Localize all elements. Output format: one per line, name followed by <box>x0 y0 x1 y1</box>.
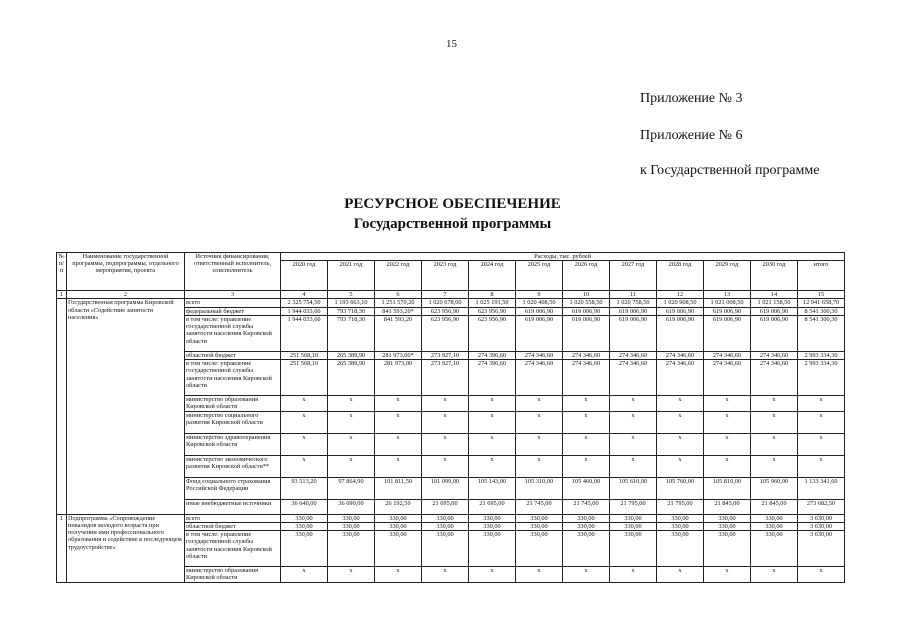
year-value-cell: 274 346,60 <box>751 351 798 359</box>
year-value-cell: x <box>610 567 657 582</box>
year-value-cell: 330,00 <box>751 522 798 530</box>
year-value-cell: 101 099,00 <box>422 477 469 499</box>
year-value-cell: 105 760,00 <box>657 477 704 499</box>
year-value-cell: 619 006,90 <box>751 307 798 315</box>
total-cell: 3 630,00 <box>798 514 845 522</box>
year-value-cell: 21 695,00 <box>422 499 469 514</box>
year-value-cell: 273 927,10 <box>422 360 469 396</box>
year-value-cell: x <box>704 567 751 582</box>
year-value-cell: x <box>516 433 563 455</box>
funding-source: министерство образования Кировской области <box>185 396 281 411</box>
year-value-cell: x <box>704 433 751 455</box>
year-value-cell: 330,00 <box>516 522 563 530</box>
year-value-cell: x <box>469 411 516 433</box>
year-value-cell: 274 346,60 <box>704 351 751 359</box>
year-value-cell: 274 396,60 <box>469 351 516 359</box>
funding-source: в том числе: управление государственной службы занятости населения Кировской области <box>185 360 281 396</box>
year-value-cell: 21 745,00 <box>563 499 610 514</box>
column-index-cell: 1 <box>57 291 67 299</box>
program-number <box>57 299 67 514</box>
year-value-cell: 265 389,90 <box>328 351 375 359</box>
year-value-cell: 21 795,00 <box>610 499 657 514</box>
year-value-cell: x <box>469 396 516 411</box>
total-cell: 2 993 334,30 <box>798 360 845 396</box>
header-year: 2028 год <box>657 261 704 291</box>
year-value-cell: 21 695,00 <box>469 499 516 514</box>
appendix-line-3: к Государственной программе <box>640 163 820 178</box>
year-value-cell: x <box>563 411 610 433</box>
year-value-cell: x <box>422 433 469 455</box>
column-index-cell: 2 <box>67 291 185 299</box>
funding-source: иные внебюджетные источники <box>185 499 281 514</box>
year-value-cell: 105 143,00 <box>469 477 516 499</box>
funding-source: всего <box>185 299 281 307</box>
year-value-cell: 36 640,00 <box>281 499 328 514</box>
year-value-cell: x <box>469 455 516 477</box>
header-year: 2023 год <box>422 261 469 291</box>
year-value-cell: 273 927,10 <box>422 351 469 359</box>
year-value-cell: 105 460,00 <box>563 477 610 499</box>
year-value-cell: 1 020 558,50 <box>563 299 610 307</box>
year-value-cell: 793 718,30 <box>328 307 375 315</box>
header-year: 2027 год <box>610 261 657 291</box>
year-value-cell: x <box>516 396 563 411</box>
year-value-cell: x <box>751 396 798 411</box>
year-value-cell: 330,00 <box>469 531 516 567</box>
year-value-cell: 330,00 <box>469 522 516 530</box>
header-year: 2026 год <box>563 261 610 291</box>
header-name: Наименование государственной программы, подпрограммы, отдельного мероприятия, проекта <box>67 253 185 291</box>
appendix-line-2: Приложение № 6 <box>640 128 743 143</box>
year-value-cell: x <box>657 567 704 582</box>
year-value-cell: 26 192,50 <box>375 499 422 514</box>
total-cell: x <box>798 433 845 455</box>
year-value-cell: 1 020 908,50 <box>657 299 704 307</box>
year-value-cell: 619 006,90 <box>704 315 751 351</box>
column-index-row <box>57 291 845 299</box>
column-index-cell: 11 <box>610 291 657 299</box>
year-value-cell: 251 568,10 <box>281 351 328 359</box>
column-index-cell: 6 <box>375 291 422 299</box>
header-year: 2024 год <box>469 261 516 291</box>
year-value-cell: x <box>328 411 375 433</box>
program-number: 1 <box>57 514 67 582</box>
year-value-cell: 1 193 663,10 <box>328 299 375 307</box>
year-value-cell: x <box>281 411 328 433</box>
year-value-cell: x <box>281 567 328 582</box>
year-value-cell: 274 346,60 <box>516 351 563 359</box>
year-value-cell: x <box>375 455 422 477</box>
year-value-cell: x <box>375 411 422 433</box>
year-value-cell: 1 020 678,00 <box>422 299 469 307</box>
year-value-cell: x <box>610 433 657 455</box>
year-value-cell: 619 006,90 <box>563 315 610 351</box>
table-row <box>57 514 845 522</box>
total-cell: x <box>798 396 845 411</box>
funding-source: всего <box>185 514 281 522</box>
year-value-cell: 330,00 <box>281 522 328 530</box>
header-year: 2029 год <box>704 261 751 291</box>
year-value-cell: x <box>516 567 563 582</box>
column-index-cell: 10 <box>563 291 610 299</box>
year-value-cell: 330,00 <box>375 531 422 567</box>
year-value-cell: 1 020 408,50 <box>516 299 563 307</box>
funding-source: министерство здравоохранения Кировской области <box>185 433 281 455</box>
year-value-cell: 330,00 <box>469 514 516 522</box>
year-value-cell: 105 960,00 <box>751 477 798 499</box>
resource-table <box>56 252 845 583</box>
funding-source: федеральный бюджет <box>185 307 281 315</box>
column-index-cell: 15 <box>798 291 845 299</box>
year-value-cell: x <box>375 396 422 411</box>
year-value-cell: x <box>751 567 798 582</box>
year-value-cell: x <box>563 433 610 455</box>
year-value-cell: 330,00 <box>704 514 751 522</box>
year-value-cell: x <box>328 396 375 411</box>
year-value-cell: 21 845,00 <box>704 499 751 514</box>
year-value-cell: 619 006,90 <box>657 307 704 315</box>
year-value-cell: 330,00 <box>610 522 657 530</box>
year-value-cell: 21 795,00 <box>657 499 704 514</box>
year-value-cell: 330,00 <box>328 514 375 522</box>
year-value-cell: 330,00 <box>657 531 704 567</box>
year-value-cell: 330,00 <box>422 531 469 567</box>
year-value-cell: x <box>516 411 563 433</box>
year-value-cell: x <box>375 567 422 582</box>
year-value-cell: x <box>516 455 563 477</box>
year-value-cell: x <box>281 455 328 477</box>
year-value-cell: x <box>704 396 751 411</box>
column-index-cell: 13 <box>704 291 751 299</box>
page-number: 15 <box>446 38 457 50</box>
year-value-cell: x <box>563 455 610 477</box>
header-year: 2030 год <box>751 261 798 291</box>
year-value-cell: 105 310,00 <box>516 477 563 499</box>
header-expenses: Расходы, тыс. рублей <box>281 253 845 261</box>
year-value-cell: 330,00 <box>516 514 563 522</box>
program-name: Подпрограмма «Сопровождение инвалидов молодого возраста при получении ими профессионального образования и содействие в последующем трудоустройстве» <box>67 514 185 582</box>
year-value-cell: 274 346,60 <box>751 360 798 396</box>
year-value-cell: x <box>328 567 375 582</box>
year-value-cell: x <box>704 411 751 433</box>
year-value-cell: 105 810,00 <box>704 477 751 499</box>
year-value-cell: 265 389,90 <box>328 360 375 396</box>
funding-source: в том числе: управление государственной службы занятости населения Кировской области <box>185 531 281 567</box>
year-value-cell: 330,00 <box>328 522 375 530</box>
year-value-cell: 619 006,90 <box>610 315 657 351</box>
year-value-cell: x <box>281 433 328 455</box>
year-value-cell: x <box>422 396 469 411</box>
header-year: 2022 год <box>375 261 422 291</box>
document-subtitle: Государственной программы <box>353 216 552 232</box>
total-cell: x <box>798 455 845 477</box>
year-value-cell: x <box>751 433 798 455</box>
column-index-cell: 7 <box>422 291 469 299</box>
year-value-cell: x <box>281 396 328 411</box>
year-value-cell: 274 346,60 <box>516 360 563 396</box>
column-index-cell: 8 <box>469 291 516 299</box>
year-value-cell: 21 845,00 <box>751 499 798 514</box>
document-title: РЕСУРСНОЕ ОБЕСПЕЧЕНИЕ <box>344 196 561 212</box>
year-value-cell: x <box>657 455 704 477</box>
column-index-cell: 9 <box>516 291 563 299</box>
year-value-cell: x <box>422 567 469 582</box>
year-value-cell: 330,00 <box>610 514 657 522</box>
year-value-cell: 330,00 <box>281 514 328 522</box>
header-year: 2020 год <box>281 261 328 291</box>
year-value-cell: 619 006,90 <box>704 307 751 315</box>
column-index-cell: 14 <box>751 291 798 299</box>
year-value-cell: 274 346,60 <box>704 360 751 396</box>
year-value-cell: x <box>610 396 657 411</box>
table-row <box>57 299 845 307</box>
year-value-cell: 623 956,90 <box>469 307 516 315</box>
year-value-cell: x <box>563 567 610 582</box>
year-value-cell: 619 006,90 <box>610 307 657 315</box>
total-cell: 3 630,00 <box>798 522 845 530</box>
year-value-cell: x <box>751 411 798 433</box>
year-value-cell: 1 251 570,20 <box>375 299 422 307</box>
year-value-cell: 841 593,20* <box>375 307 422 315</box>
appendix-line-1: Приложение № 3 <box>640 91 743 106</box>
total-cell: 12 941 658,70 <box>798 299 845 307</box>
year-value-cell: x <box>422 411 469 433</box>
column-index-cell: 12 <box>657 291 704 299</box>
year-value-cell: 274 346,60 <box>610 360 657 396</box>
year-value-cell: 281 973,00 <box>375 360 422 396</box>
year-value-cell: 101 811,50 <box>375 477 422 499</box>
program-name: Государственная программа Кировской области «Содействие занятости населения» <box>67 299 185 514</box>
header-source: Источник финансирования, ответственный исполнитель, соисполнитель <box>185 253 281 291</box>
year-value-cell: x <box>657 411 704 433</box>
year-value-cell: 330,00 <box>516 531 563 567</box>
funding-source: областной бюджет <box>185 522 281 530</box>
year-value-cell: 1 020 758,50 <box>610 299 657 307</box>
year-value-cell: 619 006,90 <box>516 315 563 351</box>
year-value-cell: 330,00 <box>657 514 704 522</box>
year-value-cell: 105 610,00 <box>610 477 657 499</box>
year-value-cell: 1 944 033,60 <box>281 307 328 315</box>
year-value-cell: x <box>751 455 798 477</box>
year-value-cell: 330,00 <box>704 531 751 567</box>
year-value-cell: 1 025 191,50 <box>469 299 516 307</box>
year-value-cell: 1 021 008,50 <box>704 299 751 307</box>
funding-source: министерство образования Кировской области <box>185 567 281 582</box>
year-value-cell: 330,00 <box>751 514 798 522</box>
year-value-cell: 330,00 <box>422 514 469 522</box>
year-value-cell: 1 021 158,50 <box>751 299 798 307</box>
year-value-cell: x <box>657 433 704 455</box>
year-value-cell: x <box>469 567 516 582</box>
year-value-cell: 274 346,60 <box>657 351 704 359</box>
year-value-cell: x <box>610 455 657 477</box>
year-value-cell: 36 690,00 <box>328 499 375 514</box>
year-value-cell: x <box>657 396 704 411</box>
year-value-cell: 619 006,90 <box>516 307 563 315</box>
total-cell: 1 133 341,60 <box>798 477 845 499</box>
year-value-cell: 2 325 754,50 <box>281 299 328 307</box>
column-index-cell: 3 <box>185 291 281 299</box>
year-value-cell: 841 593,20 <box>375 315 422 351</box>
funding-source: министерство социального развития Кировской области <box>185 411 281 433</box>
total-cell: 8 541 300,30 <box>798 307 845 315</box>
year-value-cell: 330,00 <box>563 514 610 522</box>
header-total: итого <box>798 261 845 291</box>
year-value-cell: 619 006,90 <box>563 307 610 315</box>
year-value-cell: 274 346,60 <box>610 351 657 359</box>
header-num: № п/п <box>57 253 67 291</box>
year-value-cell: x <box>704 455 751 477</box>
year-value-cell: x <box>610 411 657 433</box>
year-value-cell: x <box>563 396 610 411</box>
year-value-cell: 619 006,90 <box>657 315 704 351</box>
total-cell: 3 630,00 <box>798 531 845 567</box>
year-value-cell: x <box>422 455 469 477</box>
year-value-cell: 330,00 <box>281 531 328 567</box>
year-value-cell: 274 396,60 <box>469 360 516 396</box>
total-cell: 273 682,50 <box>798 499 845 514</box>
year-value-cell: 330,00 <box>610 531 657 567</box>
total-cell: x <box>798 567 845 582</box>
year-value-cell: 274 346,60 <box>563 351 610 359</box>
year-value-cell: x <box>328 433 375 455</box>
funding-source: в том числе: управление государственной службы занятости населения Кировской области <box>185 315 281 351</box>
year-value-cell: 330,00 <box>657 522 704 530</box>
header-year: 2025 год <box>516 261 563 291</box>
year-value-cell: 274 346,60 <box>563 360 610 396</box>
year-value-cell: 330,00 <box>375 522 422 530</box>
year-value-cell: 793 718,30 <box>328 315 375 351</box>
total-cell: 8 541 300,30 <box>798 315 845 351</box>
funding-source: министерство экономического развития Кировской области** <box>185 455 281 477</box>
funding-source: Фонд социального страхования Российской Федерации <box>185 477 281 499</box>
year-value-cell: 330,00 <box>563 531 610 567</box>
year-value-cell: 1 944 033,60 <box>281 315 328 351</box>
total-cell: 2 993 334,30 <box>798 351 845 359</box>
year-value-cell: 330,00 <box>563 522 610 530</box>
header-year: 2021 год <box>328 261 375 291</box>
year-value-cell: 623 956,90 <box>469 315 516 351</box>
column-index-cell: 4 <box>281 291 328 299</box>
year-value-cell: 21 745,00 <box>516 499 563 514</box>
year-value-cell: 330,00 <box>751 531 798 567</box>
year-value-cell: 619 006,90 <box>751 315 798 351</box>
column-index-cell: 5 <box>328 291 375 299</box>
funding-source: областной бюджет <box>185 351 281 359</box>
year-value-cell: 93 513,20 <box>281 477 328 499</box>
year-value-cell: 97 864,90 <box>328 477 375 499</box>
year-value-cell: x <box>328 455 375 477</box>
year-value-cell: 623 956,90 <box>422 315 469 351</box>
year-value-cell: 330,00 <box>704 522 751 530</box>
year-value-cell: 251 568,10 <box>281 360 328 396</box>
year-value-cell: x <box>469 433 516 455</box>
year-value-cell: 330,00 <box>375 514 422 522</box>
year-value-cell: 330,00 <box>328 531 375 567</box>
total-cell: x <box>798 411 845 433</box>
year-value-cell: 330,00 <box>422 522 469 530</box>
year-value-cell: 281 973,00* <box>375 351 422 359</box>
year-value-cell: x <box>375 433 422 455</box>
year-value-cell: 623 956,90 <box>422 307 469 315</box>
year-value-cell: 274 346,60 <box>657 360 704 396</box>
